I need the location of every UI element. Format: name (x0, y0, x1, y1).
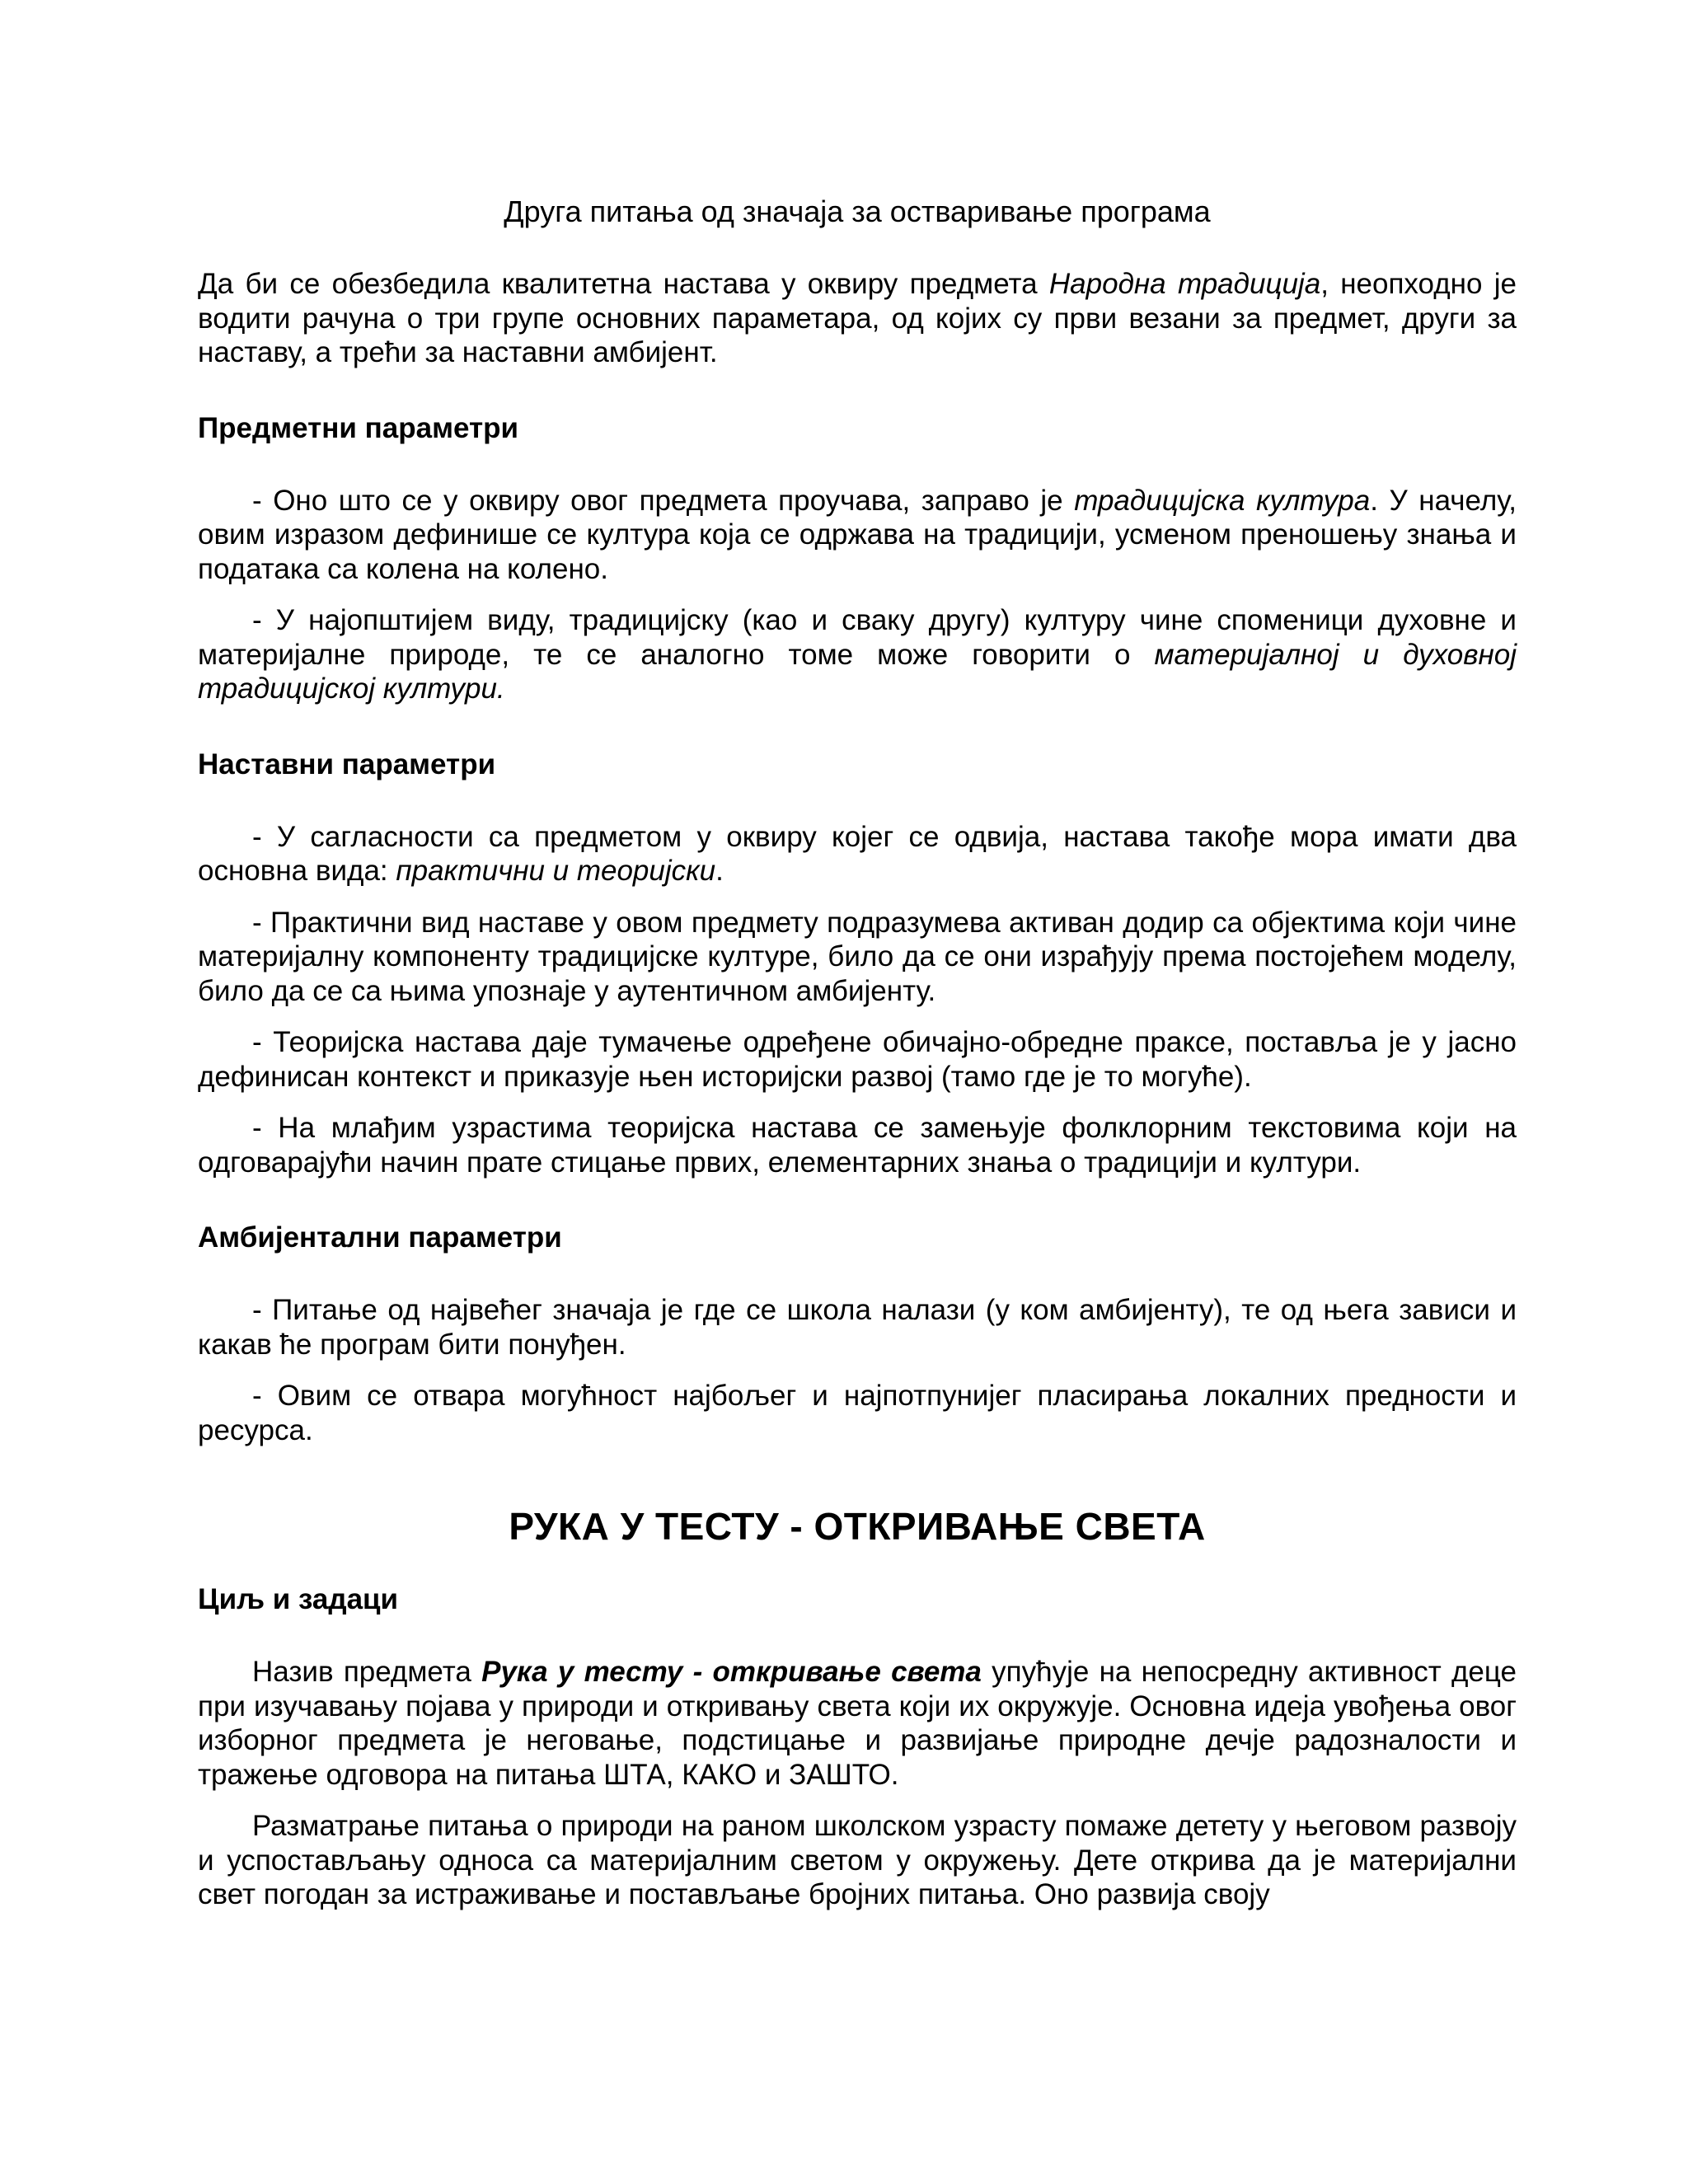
heading-teaching-parameters: Наставни параметри (198, 748, 496, 780)
text-span: Назив предмета (252, 1656, 482, 1688)
heading-subject-parameters: Предметни параметри (198, 411, 519, 444)
paragraph-subject-2 (198, 603, 1517, 706)
text-span: - Оно што се у оквиру овог предмета проучава, заправо је (252, 484, 1075, 517)
text-span: . (715, 855, 724, 887)
section-title-hands-on: РУКА У ТЕСТУ - ОТКРИВАЊЕ СВЕТА (509, 1505, 1206, 1548)
text-span: . У начелу, овим изразом дефинише се култура која се одржава на традицији, усменом преношењу знања и података са колена на колено. (198, 484, 1517, 585)
text-span: - У сагласности са предметом у оквиру којег се одвија, настава такође мора имати два основна вида: (198, 820, 1517, 887)
paragraph-teaching-1 (198, 820, 1517, 888)
subject-title-strong: Рука у тесту - откривање света (481, 1656, 982, 1688)
intro-paragraph (198, 267, 1517, 370)
paragraph-teaching-3: - Теоријска настава даје тумачење одређене обичајно-обредне праксе, поставља је у јасно дефинисан контекст и приказује њен историјски развој (тамо где је то могуће). (198, 1026, 1517, 1093)
text-span: - У најопштијем виду, традицијску (као и сваку другу) културу чине споменици духовне и материјалне природе, те се аналогно томе може говорити о (198, 604, 1517, 671)
text-span: упућује на непосредну активност деце при изучавању појава у природи и откривању света који их окружује. Основна идеја увођења овог изборног предмета је неговање, подстицање и развијање природне дечје радозналости и тражење одговора на питања ШТА, КАКО и ЗАШТО. (198, 1656, 1517, 1791)
subject-name: Народна традиција (1048, 268, 1321, 300)
emphasis-text: традицијска култура (1074, 484, 1371, 517)
paragraph-teaching-4: - На млађим узрастима теоријска настава се замењује фолклорним текстовима који на одговарајући начин прате стицање првих, елементарних знања о традицији и култури. (198, 1112, 1517, 1179)
intro-text-start: Да би се обезбедила квалитетна настава у оквиру предмета (198, 268, 1049, 300)
paragraph-ambient-1: - Питање од највећег значаја је где се школа налази (у ком амбијенту), те од њега зависи и какав ће програм бити понуђен. (198, 1294, 1517, 1361)
page-content (198, 191, 1517, 1929)
emphasis-text: материјалној и духовној традицијској култури. (198, 638, 1517, 705)
heading-goals-and-tasks: Циљ и задаци (198, 1583, 399, 1615)
paragraph-ambient-2: - Овим се отвара могућност најбољег и најпотпунијег пласирања локалних предности и ресурса. (198, 1380, 1517, 1446)
document-title: Друга питања од значаја за остваривање програма (504, 194, 1211, 228)
emphasis-text: практични и теоријски (396, 855, 716, 887)
paragraph-subject-1 (198, 484, 1517, 587)
paragraph-goals-1 (198, 1655, 1517, 1792)
intro-text-end: , неопходно је водити рачуна о три групе основних параметара, од којих су први везани за предмет, други за наставу, а трећи за наставни амбијент. (198, 268, 1517, 368)
heading-ambient-parameters: Амбијентални параметри (198, 1221, 562, 1254)
paragraph-goals-2: Разматрање питања о природи на раном школском узрасту помаже детету у његовом развоју и успостављању односа са материјалним светом у окружењу. Дете открива да је материјални свет погодан за истраживање и постављање бројних питања. Оно развија своју (198, 1810, 1517, 1910)
paragraph-teaching-2: - Практични вид наставе у овом предмету подразумева активан додир са објектима који чине материјалну компоненту традицијске културе, било да се они израђују према постојећем моделу, било да се са њима упознаје у аутентичном амбијенту. (198, 906, 1517, 1007)
